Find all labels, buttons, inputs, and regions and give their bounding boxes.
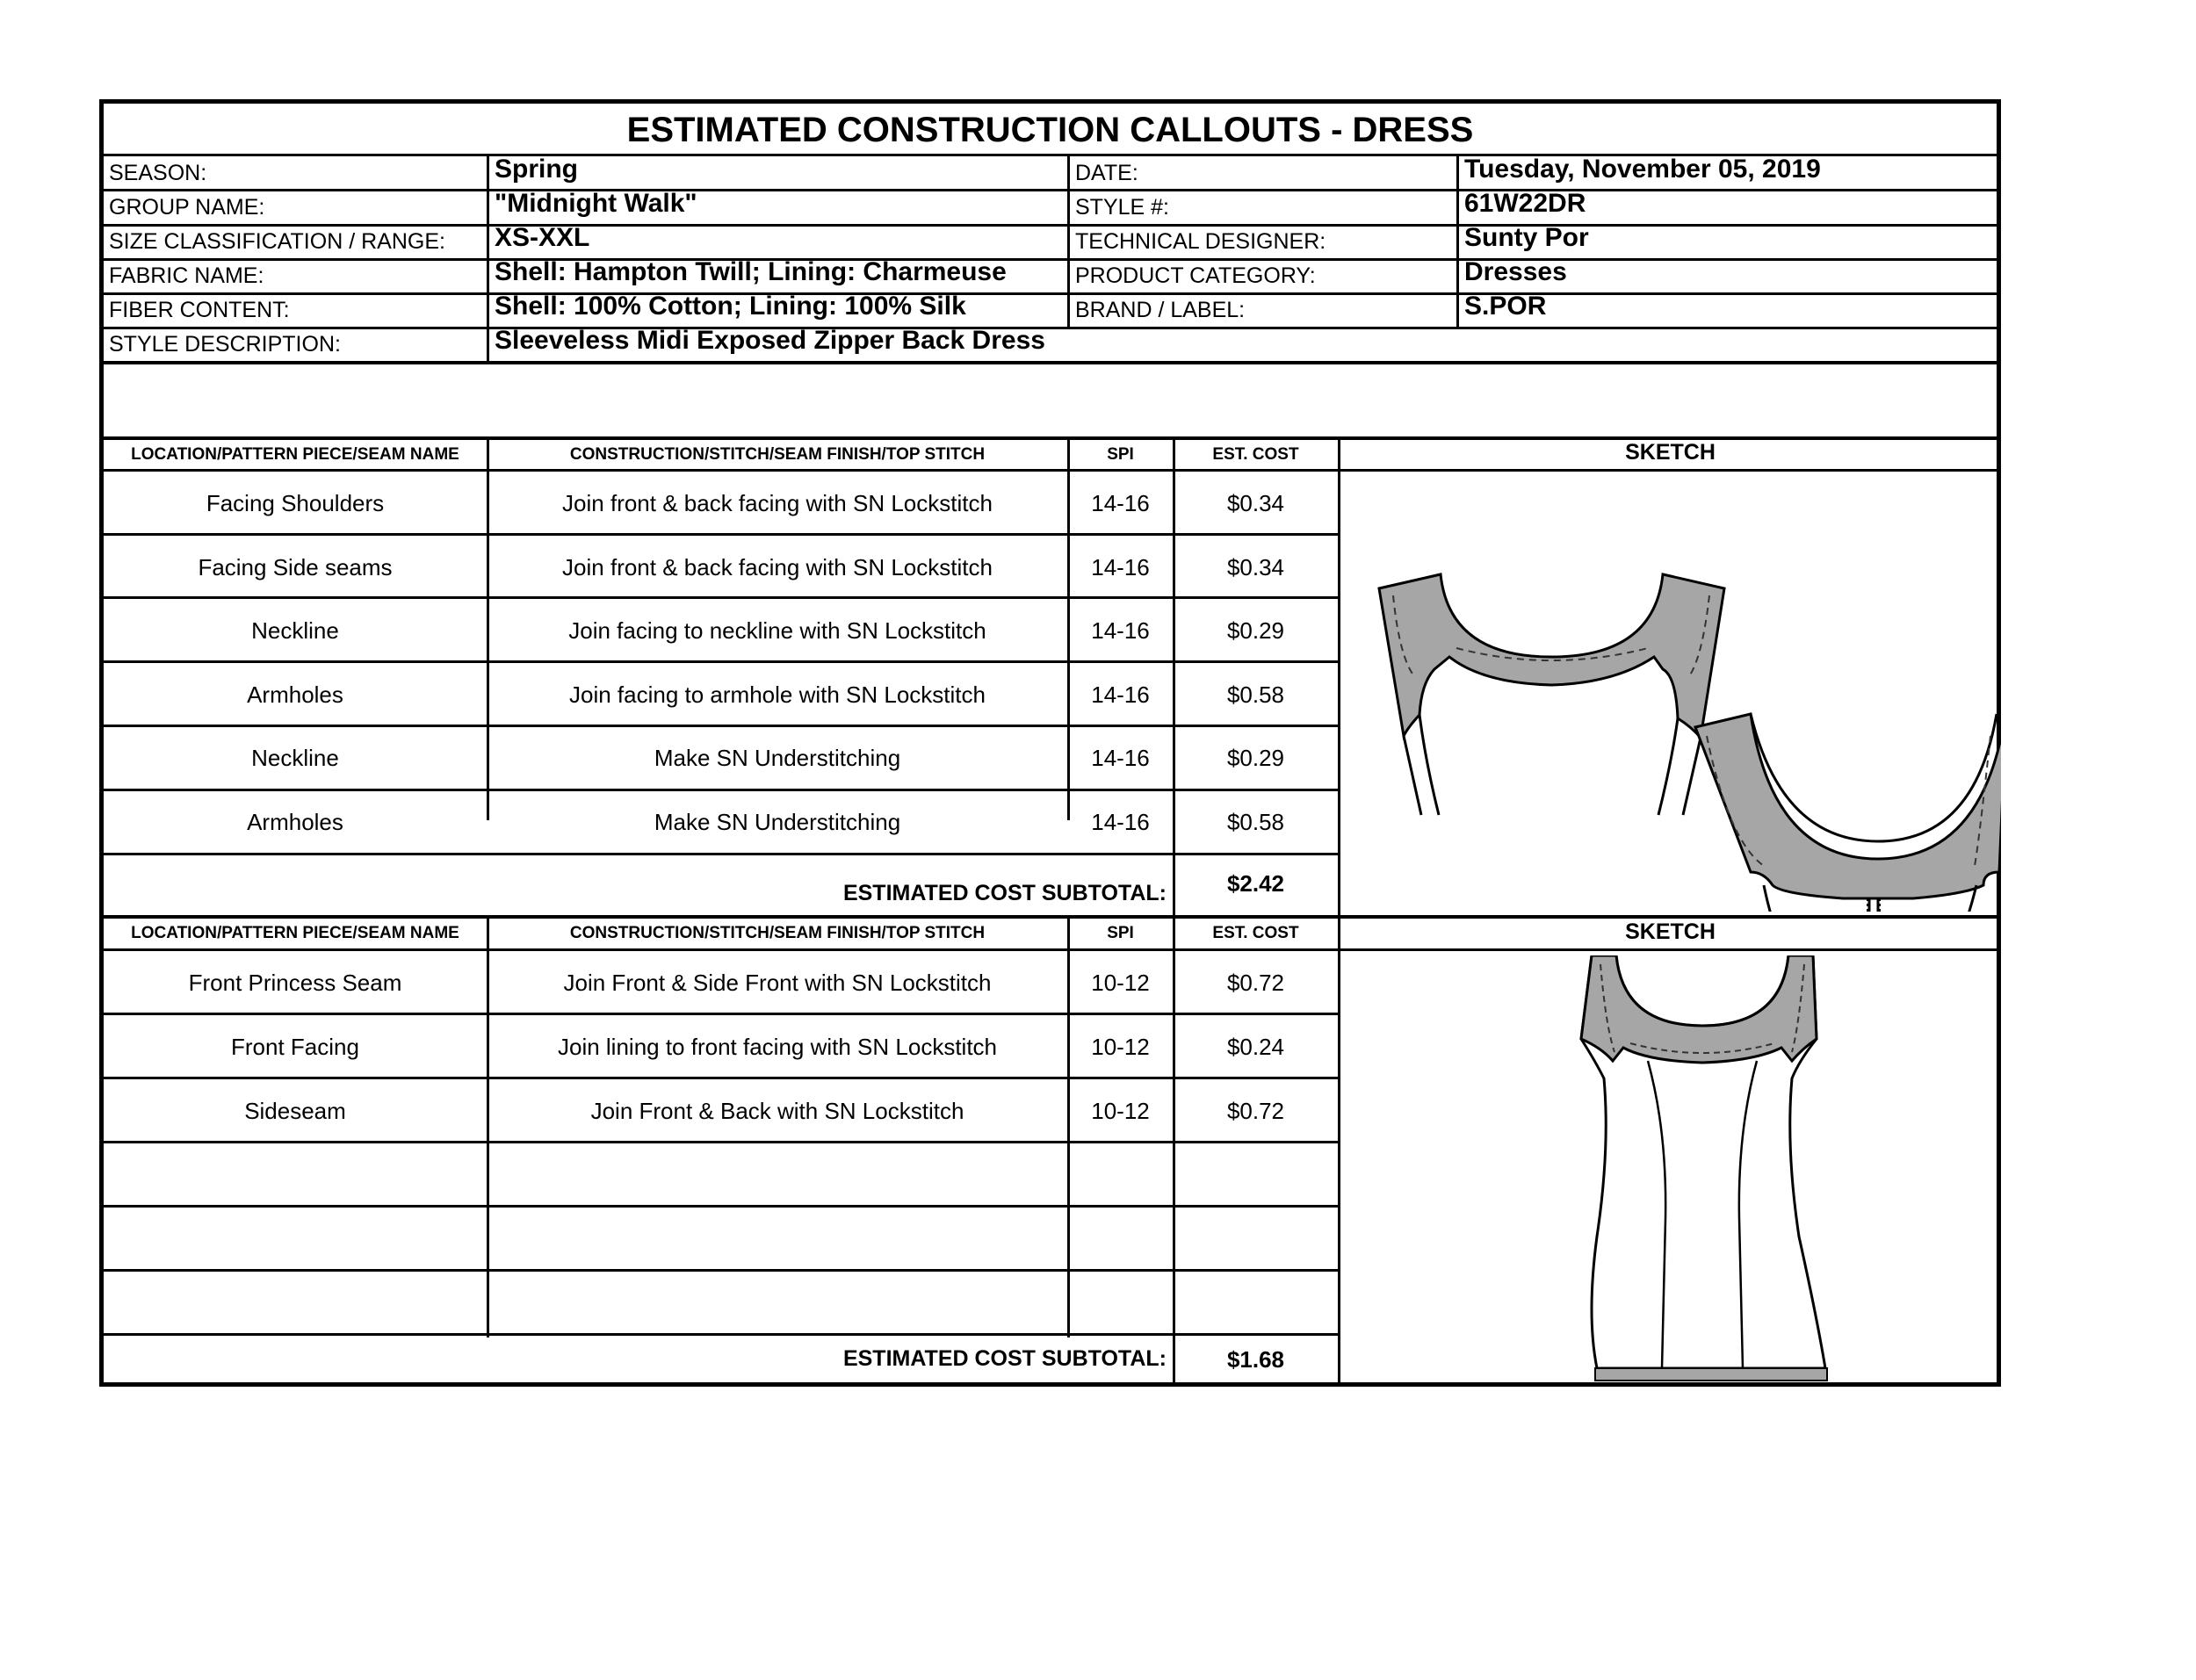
style-value: 61W22DR <box>1464 189 1586 218</box>
cost-cell: $0.29 <box>1226 617 1285 644</box>
construction-cell: Join Front & Back with SN Lockstitch <box>590 1098 964 1124</box>
brand-label: BRAND / LABEL: <box>1075 298 1246 322</box>
callout-sheet <box>99 99 2001 1387</box>
spi-cell: 14-16 <box>1091 553 1150 580</box>
location-cell: Armholes <box>247 808 343 835</box>
spi-cell: 14-16 <box>1091 490 1150 516</box>
spi-cell: 10-12 <box>1091 1098 1150 1124</box>
spi-cell: 14-16 <box>1091 681 1150 708</box>
designer-value: Sunty Por <box>1464 223 1589 252</box>
brand-value: S.POR <box>1464 292 1547 321</box>
fabric-value: Shell: Hampton Twill; Lining: Charmeuse <box>495 257 1007 286</box>
fiber-value: Shell: 100% Cotton; Lining: 100% Silk <box>495 292 966 321</box>
location-cell: Neckline <box>251 745 339 771</box>
col-construction-header: CONSTRUCTION/STITCH/SEAM FINISH/TOP STITCH <box>569 924 986 942</box>
cost-cell: $0.29 <box>1226 745 1285 771</box>
sketch-header: SKETCH <box>1625 440 1716 465</box>
location-cell: Front Princess Seam <box>188 970 402 996</box>
construction-cell: Join Front & Side Front with SN Lockstitch <box>563 970 992 996</box>
col-spi-header: SPI <box>1107 924 1134 942</box>
season-label: SEASON: <box>109 161 207 185</box>
category-value: Dresses <box>1464 257 1567 286</box>
cost-cell: $0.72 <box>1226 970 1285 996</box>
description-label: STYLE DESCRIPTION: <box>109 332 341 357</box>
cost-cell <box>1174 1272 1338 1336</box>
construction-cell <box>488 1208 1067 1272</box>
col-spi-header: SPI <box>1107 445 1134 464</box>
spi-cell: 14-16 <box>1091 617 1150 644</box>
subtotal-label: ESTIMATED COST SUBTOTAL: <box>842 1346 1167 1371</box>
location-cell: Front Facing <box>231 1034 359 1060</box>
construction-cell: Join front & back facing with SN Lockstitch <box>562 553 993 580</box>
location-cell: Neckline <box>251 617 339 644</box>
cost-cell: $0.58 <box>1226 808 1285 835</box>
cost-cell: $0.58 <box>1226 681 1285 708</box>
season-value: Spring <box>495 155 578 184</box>
construction-cell <box>488 1143 1067 1208</box>
cost-cell: $0.34 <box>1226 553 1285 580</box>
construction-cell: Join lining to front facing with SN Lockstitch <box>557 1034 998 1060</box>
style-label: STYLE #: <box>1075 195 1169 220</box>
subtotal-value: $1.68 <box>1226 1346 1285 1373</box>
page-title: ESTIMATED CONSTRUCTION CALLOUTS - DRESS <box>104 104 1997 156</box>
description-value: Sleeveless Midi Exposed Zipper Back Dress <box>495 326 1045 355</box>
location-cell <box>104 1272 487 1336</box>
front-facing-sketch <box>1379 574 1724 815</box>
spi-cell: 14-16 <box>1091 745 1150 771</box>
subtotal-label: ESTIMATED COST SUBTOTAL: <box>842 881 1167 905</box>
group-value: "Midnight Walk" <box>495 189 697 218</box>
facing-sketch <box>1351 472 2001 912</box>
spi-cell <box>1068 1208 1173 1272</box>
size-label: SIZE CLASSIFICATION / RANGE: <box>109 229 445 254</box>
cost-cell <box>1174 1208 1338 1272</box>
construction-cell <box>488 1272 1067 1336</box>
col-location-header: LOCATION/PATTERN PIECE/SEAM NAME <box>131 924 459 942</box>
col-cost-header: EST. COST <box>1212 924 1299 942</box>
cost-cell <box>1174 1143 1338 1208</box>
location-cell <box>104 1208 487 1272</box>
category-label: PRODUCT CATEGORY: <box>1075 263 1316 288</box>
cost-cell: $0.34 <box>1226 490 1285 516</box>
spi-cell: 14-16 <box>1091 808 1150 835</box>
location-cell: Facing Shoulders <box>206 490 385 516</box>
spi-cell <box>1068 1143 1173 1208</box>
dress-front-sketch <box>1562 955 1852 1386</box>
fabric-label: FABRIC NAME: <box>109 263 264 288</box>
location-cell <box>104 1143 487 1208</box>
size-value: XS-XXL <box>495 223 590 252</box>
construction-cell: Make SN Understitching <box>654 745 901 771</box>
location-cell: Facing Side seams <box>198 553 393 580</box>
construction-cell: Make SN Understitching <box>654 808 901 835</box>
subtotal-value: $2.42 <box>1226 870 1285 897</box>
col-cost-header: EST. COST <box>1212 445 1299 464</box>
sketch-header: SKETCH <box>1625 919 1716 944</box>
designer-label: TECHNICAL DESIGNER: <box>1075 229 1326 254</box>
location-cell: Armholes <box>247 681 343 708</box>
construction-cell: Join front & back facing with SN Lockstitch <box>562 490 993 516</box>
cost-cell: $0.24 <box>1226 1034 1285 1060</box>
fiber-label: FIBER CONTENT: <box>109 298 290 322</box>
construction-cell: Join facing to neckline with SN Lockstitch <box>568 617 986 644</box>
construction-cell: Join facing to armhole with SN Lockstitch <box>569 681 986 708</box>
spi-cell: 10-12 <box>1091 970 1150 996</box>
col-construction-header: CONSTRUCTION/STITCH/SEAM FINISH/TOP STITCH <box>569 445 986 464</box>
date-label: DATE: <box>1075 161 1138 185</box>
col-location-header: LOCATION/PATTERN PIECE/SEAM NAME <box>131 445 459 464</box>
spi-cell <box>1068 1272 1173 1336</box>
back-facing-sketch <box>1695 714 2001 912</box>
cost-cell: $0.72 <box>1226 1098 1285 1124</box>
location-cell: Sideseam <box>244 1098 346 1124</box>
date-value: Tuesday, November 05, 2019 <box>1464 155 1821 184</box>
spi-cell: 10-12 <box>1091 1034 1150 1060</box>
group-label: GROUP NAME: <box>109 195 265 220</box>
